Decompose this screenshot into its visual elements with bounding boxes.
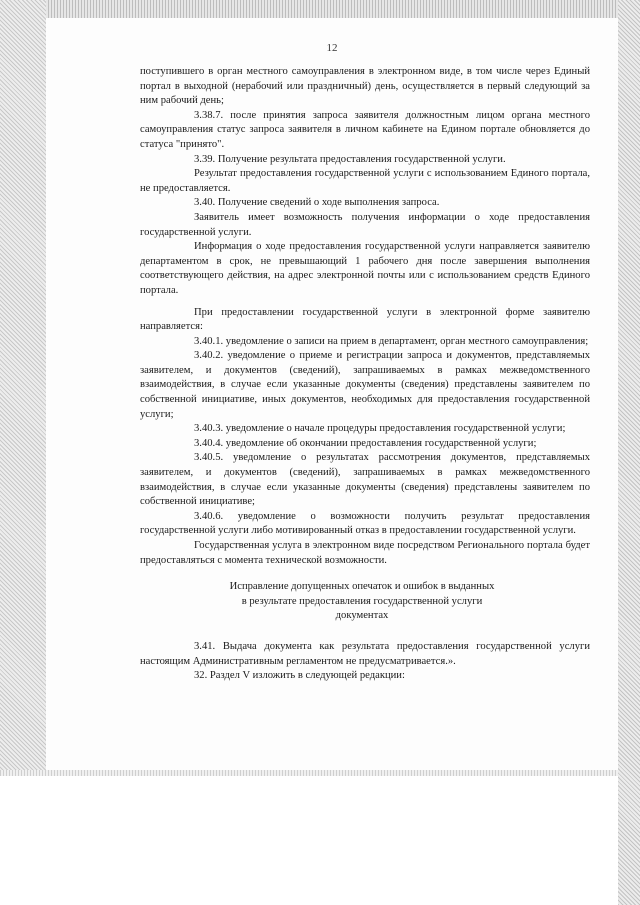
- scan-border-bottom: [0, 770, 618, 776]
- paragraph: 32. Раздел V изложить в следующей редакции:: [194, 670, 405, 682]
- paragraph: При предоставлении государственной услуги в электронной форме заявителю направляется:: [140, 306, 590, 333]
- paragraph: 3.39. Получение результата предоставления государственной услуги.: [194, 153, 506, 165]
- section-heading-line: документах: [335, 610, 389, 622]
- paragraph: 3.40.4. уведомление об окончании предоставления государственной услуги;: [194, 437, 537, 449]
- paragraph: 3.40.1. уведомление о записи на прием в департамент, орган местного самоуправления;: [194, 335, 589, 347]
- section-heading-line: в результате предоставления государственной услуги: [241, 595, 483, 607]
- paragraph: Результат предоставления государственной услуги с использованием Единого портала, не предоставляется.: [140, 168, 590, 194]
- paragraph-group-bottom: [140, 640, 590, 684]
- paragraph: поступившего в орган местного самоуправления в электронном виде, в том числе через Единый портал в выходной (нерабочий или праздничный) день, осуществляется в первый следующий за ним рабочий день;: [140, 66, 590, 107]
- scan-border-right: [618, 0, 640, 905]
- paragraph-group-top: [140, 65, 590, 568]
- section-heading-line: Исправление допущенных опечаток и ошибок в выданных: [229, 581, 495, 593]
- paragraph: 3.40. Получение сведений о ходе выполнения запроса.: [194, 197, 440, 209]
- document-page: [46, 18, 618, 770]
- page-number: 12: [326, 42, 338, 54]
- paragraph: 3.40.5. уведомление о результатах рассмотрения документов, представляемых заявителем, и документов (сведений), запрашиваемых в рамках межведомственного взаимодействия, в случае если указанные документы (сведения) представлены заявителем по собственной инициативе;: [140, 452, 590, 508]
- scan-border-left: [0, 0, 46, 776]
- paragraph: Государственная услуга в электронном виде посредством Регионального портала будет предоставляться с момента технической возможности.: [140, 540, 590, 566]
- scan-border-top: [0, 0, 640, 18]
- paragraph: 3.41. Выдача документа как результата предоставления государственной услуги настоящим Административным регламентом не предусматривается.».: [140, 640, 590, 667]
- paragraph: Заявитель имеет возможность получения информации о ходе предоставления государственной услуги.: [140, 211, 590, 238]
- paragraph: 3.40.3. уведомление о начале процедуры предоставления государственной услуги;: [194, 423, 566, 435]
- paragraph: Информация о ходе предоставления государственной услуги направляется заявителю департаментом в срок, не превышающий 1 рабочего дня после завершения выполнения соответствующего действия, на адрес электронной почты или с использованием средств Единого портала.: [140, 241, 590, 296]
- document-body: [140, 65, 590, 684]
- section-heading: [170, 580, 554, 624]
- paragraph: 3.40.2. уведомление о приеме и регистрации запроса и документов, представляемых заявителем, и документов (сведений), запрашиваемых в рамках межведомственного взаимодействия, в случае если указанные документы (сведения) представлены заявителем по собственной инициативе, иных документов, необходимых для предоставления государственной услуги;: [140, 350, 590, 420]
- paragraph: 3.38.7. после принятия запроса заявителя должностным лицом органа местного самоуправления статус запроса заявителя в личном кабинете на Едином портале обновляется до статуса "принято".: [140, 109, 590, 150]
- paragraph: 3.40.6. уведомление о возможности получить результат предоставления государственной услуги либо мотивированный отказ в предоставлении государственной услуги.: [140, 510, 590, 537]
